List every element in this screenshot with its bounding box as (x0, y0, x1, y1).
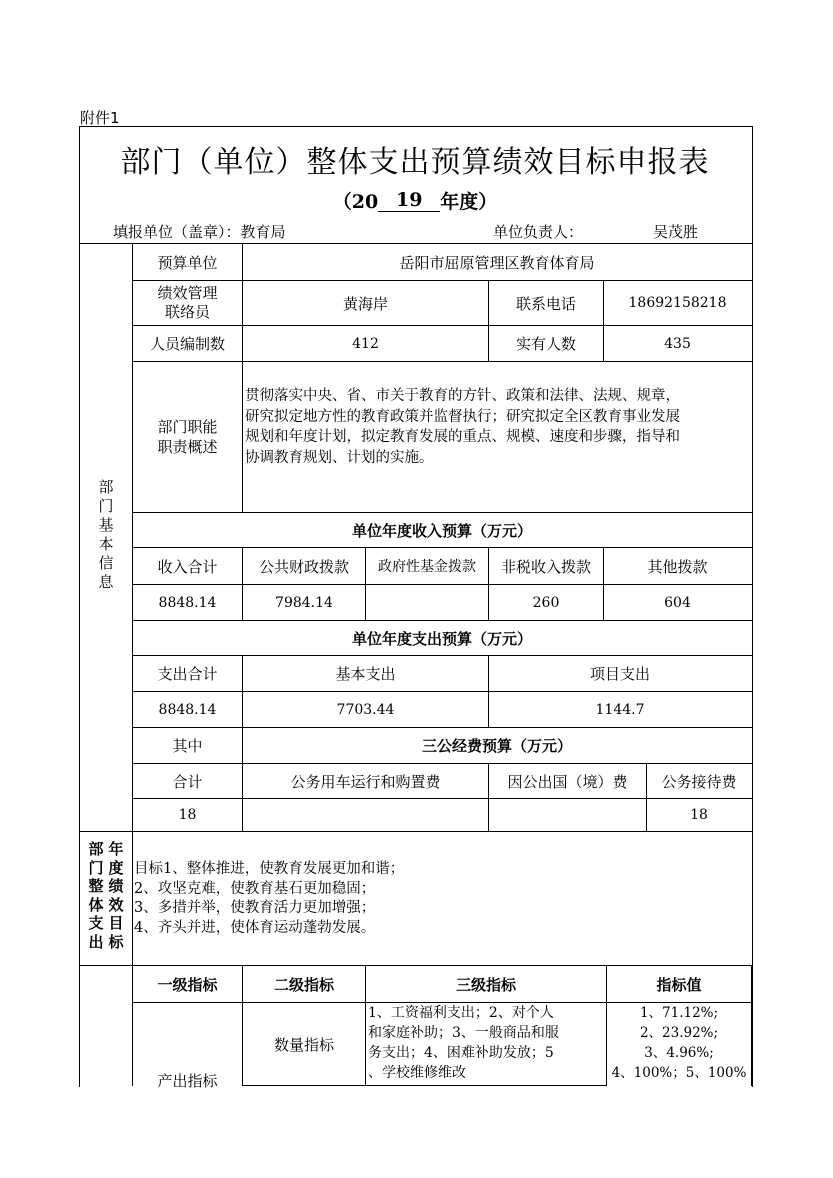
of-which-label: 其中 (172, 737, 203, 755)
expense-value: 8848.14 (158, 701, 217, 718)
phone-label: 联系电话 (515, 294, 576, 313)
year-close: 年度） (440, 190, 498, 213)
indicator-header: 三级指标 (455, 975, 516, 994)
expense-heading: 单位年度支出预算（万元） (351, 629, 532, 648)
three-fees-value (489, 799, 646, 831)
expense-header: 基本支出 (335, 665, 396, 683)
income-header: 非税收入拨款 (500, 557, 591, 576)
dept-info-label: 部 门 基 本 信 息 (98, 478, 114, 591)
three-fees-value: 18 (690, 807, 708, 823)
year-digits: 19 (378, 189, 440, 212)
goal-label-col2: 年 度 绩 效 目 标 (108, 840, 124, 951)
contact-value: 黄海岸 (342, 294, 388, 313)
income-value: 604 (664, 594, 691, 611)
expense-value: 1144.7 (595, 701, 645, 718)
staff-quota-label: 人员编制数 (149, 335, 225, 353)
expense-header: 支出合计 (157, 665, 218, 683)
phone-value: 18692158218 (628, 295, 727, 311)
income-header: 政府性基金拨款 (378, 559, 476, 575)
three-fees-header: 合计 (172, 772, 203, 791)
income-value: 260 (532, 594, 560, 611)
three-fees-value (243, 799, 488, 831)
fill-unit: 填报单位（盖章）：教育局 (113, 223, 286, 241)
income-header: 其他拨款 (647, 557, 708, 576)
three-fees-header: 因公出国（境）费 (507, 772, 628, 791)
indicator-value: 1、71.12%; 2、23.92%; 3、4.96%; 4、100%；5、100% (611, 1005, 747, 1081)
leader-name: 吴茂胜 (653, 223, 699, 241)
income-value: 8848.14 (158, 594, 217, 611)
indicator-header: 一级指标 (157, 975, 218, 994)
three-fees-header: 公务用车运行和购置费 (290, 772, 441, 791)
indicator-header: 二级指标 (273, 975, 334, 994)
three-fees-value: 18 (178, 807, 197, 823)
form-title: 部门（单位）整体支出预算绩效目标申报表 (120, 145, 710, 180)
income-header: 收入合计 (157, 557, 218, 576)
quantity-indicator: 数量指标 (273, 1035, 334, 1054)
duty-label: 部门职能 职责概述 (157, 418, 218, 456)
indicator-header: 指标值 (656, 975, 702, 994)
rule (79, 831, 752, 832)
rule (751, 965, 752, 1086)
contact-label: 绩效管理 联络员 (157, 284, 218, 321)
staff-actual-label: 实有人数 (515, 335, 576, 353)
staff-quota-value: 412 (352, 335, 379, 352)
three-fees-header: 公务接待费 (661, 772, 737, 791)
income-header: 公共财政拨款 (258, 557, 349, 576)
rule (132, 831, 133, 965)
expense-header: 项目支出 (589, 665, 650, 683)
income-value (366, 585, 488, 620)
rule (242, 1085, 607, 1086)
output-indicator: 产出指标 (157, 1071, 218, 1090)
goal-text: 目标1、整体推进，使教育发展更加和谐； 2、攻坚克难，使教育基石更加稳固； 3、多措并举，使教育活力更加增强； 4、齐头并进，使体育运动蓬勃发展。 (134, 861, 405, 936)
goal-label-col1: 部 门 整 体 支 出 (88, 840, 104, 951)
annex-label: 附件1 (80, 109, 120, 127)
level3-text: 1、工资福利支出；2、对个人 和家庭补助；3、一般商品和服 务支出；4、困难补助发放；5 、学校维修维改 (368, 1005, 559, 1081)
staff-actual-value: 435 (664, 335, 691, 352)
budget-unit-value: 岳阳市屈原管理区教育体育局 (399, 253, 595, 272)
year-open: （20 (332, 190, 379, 213)
expense-value: 7703.44 (336, 701, 395, 718)
year-line (80, 184, 750, 216)
three-fees-heading: 三公经费预算（万元） (421, 737, 572, 755)
income-heading: 单位年度收入预算（万元） (351, 521, 532, 540)
duty-text: 贯彻落实中央、省、市关于教育的方针、政策和法律、法规、规章， 研究拟定地方性的教育政策并监督执行；研究拟定全区教育事业发展 规划和年度计划，拟定教育发展的重点、规模、速度和步骤，指导和 协调教育规划、计划的实施。 (245, 388, 680, 466)
leader-label: 单位负责人： (493, 223, 584, 241)
budget-unit-label: 预算单位 (157, 253, 218, 272)
income-value: 7984.14 (275, 594, 333, 611)
